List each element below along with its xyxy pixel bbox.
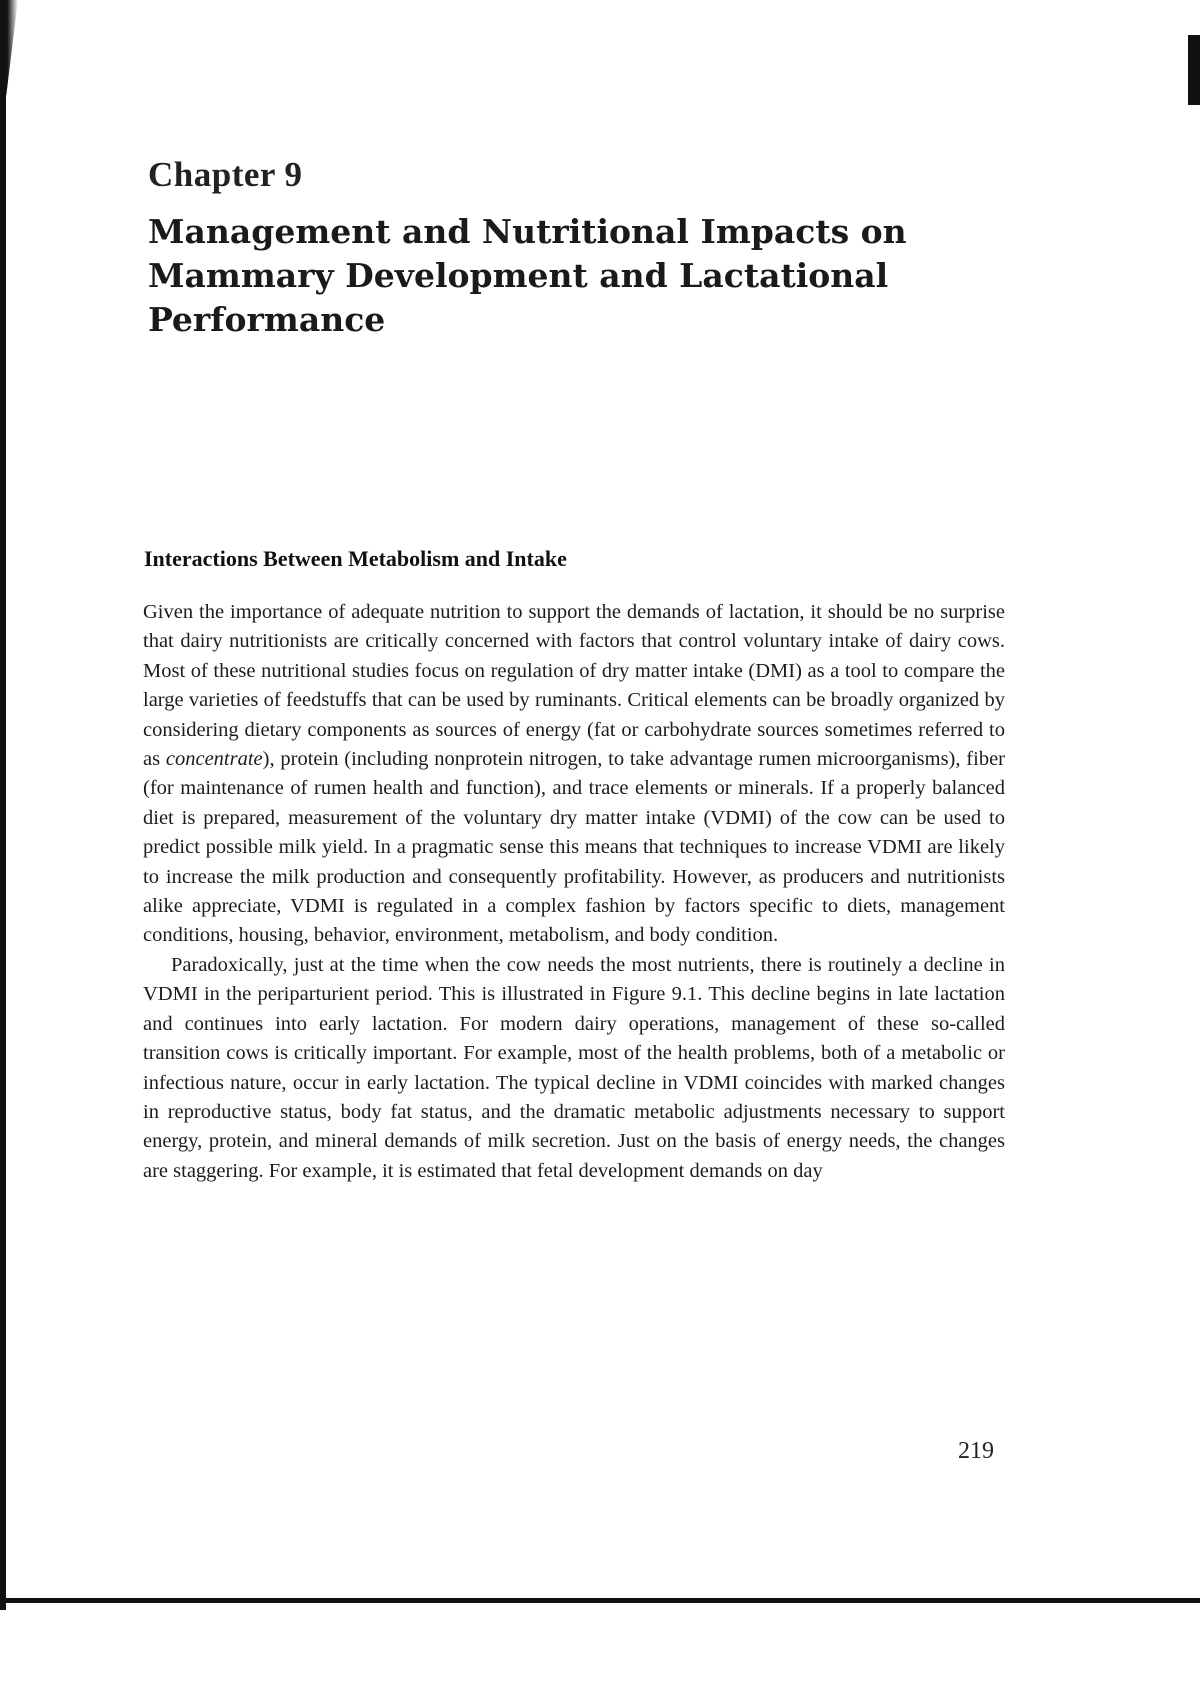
chapter-title: Management and Nutritional Impacts on Mammary Development and Lactational Performance [148,212,907,339]
body-text [143,598,1005,1186]
paragraph-1-text-before: Given the importance of adequate nutrition to support the demands of lactation, it should be no surprise that dairy nutritionists are critically concerned with factors that control voluntary intake of dairy cows. Most of these nutritional studies focus on regulation of dry matter intake (DMI) as a tool to compare the large varieties of feedstuffs that can be used by ruminants. Critical elements can be broadly organized by considering dietary components as sources of energy (fat or carbohydrate sources sometimes referred to as [143,601,1005,771]
paragraph-2: Paradoxically, just at the time when the cow needs the most nutrients, there is routinely a decline in VDMI in the periparturient period. This is illustrated in Figure 9.1. This decline begins in late lactation and continues into early lactation. For modern dairy operations, management of these so-called transition cows is critically important. For example, most of the health problems, both of a metabolic or infectious nature, occur in early lactation. The typical decline in VDMI coincides with marked changes in reproductive status, body fat status, and the dramatic metabolic adjustments necessary to support energy, protein, and mineral demands of milk secretion. Just on the basis of energy needs, the changes are staggering. For example, it is estimated that fetal development demands on day [143,953,1005,1182]
scan-left-edge [0,0,6,1610]
paragraph-1-text-after: ), protein (including nonprotein nitrogen, to take advantage rumen microorganisms), fiber (for maintenance of rumen health and function), and trace elements or minerals. If a properly balanced diet is prepared, measurement of the voluntary dry matter intake (VDMI) of the cow can be used to predict possible milk yield. In a pragmatic sense this means that techniques to increase VDMI are likely to increase the milk production and consequently profitability. However, as producers and nutritionists alike appreciate, VDMI is regulated in a complex fashion by factors specific to diets, management conditions, housing, behavior, environment, metabolism, and body condition. [143,748,1005,947]
paragraph-1-emphasis: concentrate [165,748,263,771]
scan-left-edge-top [0,0,18,95]
scan-bottom-rule [0,1598,1200,1603]
paragraph-1 [143,598,1005,951]
scan-right-mark [1188,35,1200,105]
chapter-label: Chapter 9 [148,155,303,194]
section-heading: Interactions Between Metabolism and Intake [144,546,567,571]
page-number: 219 [958,1438,994,1464]
